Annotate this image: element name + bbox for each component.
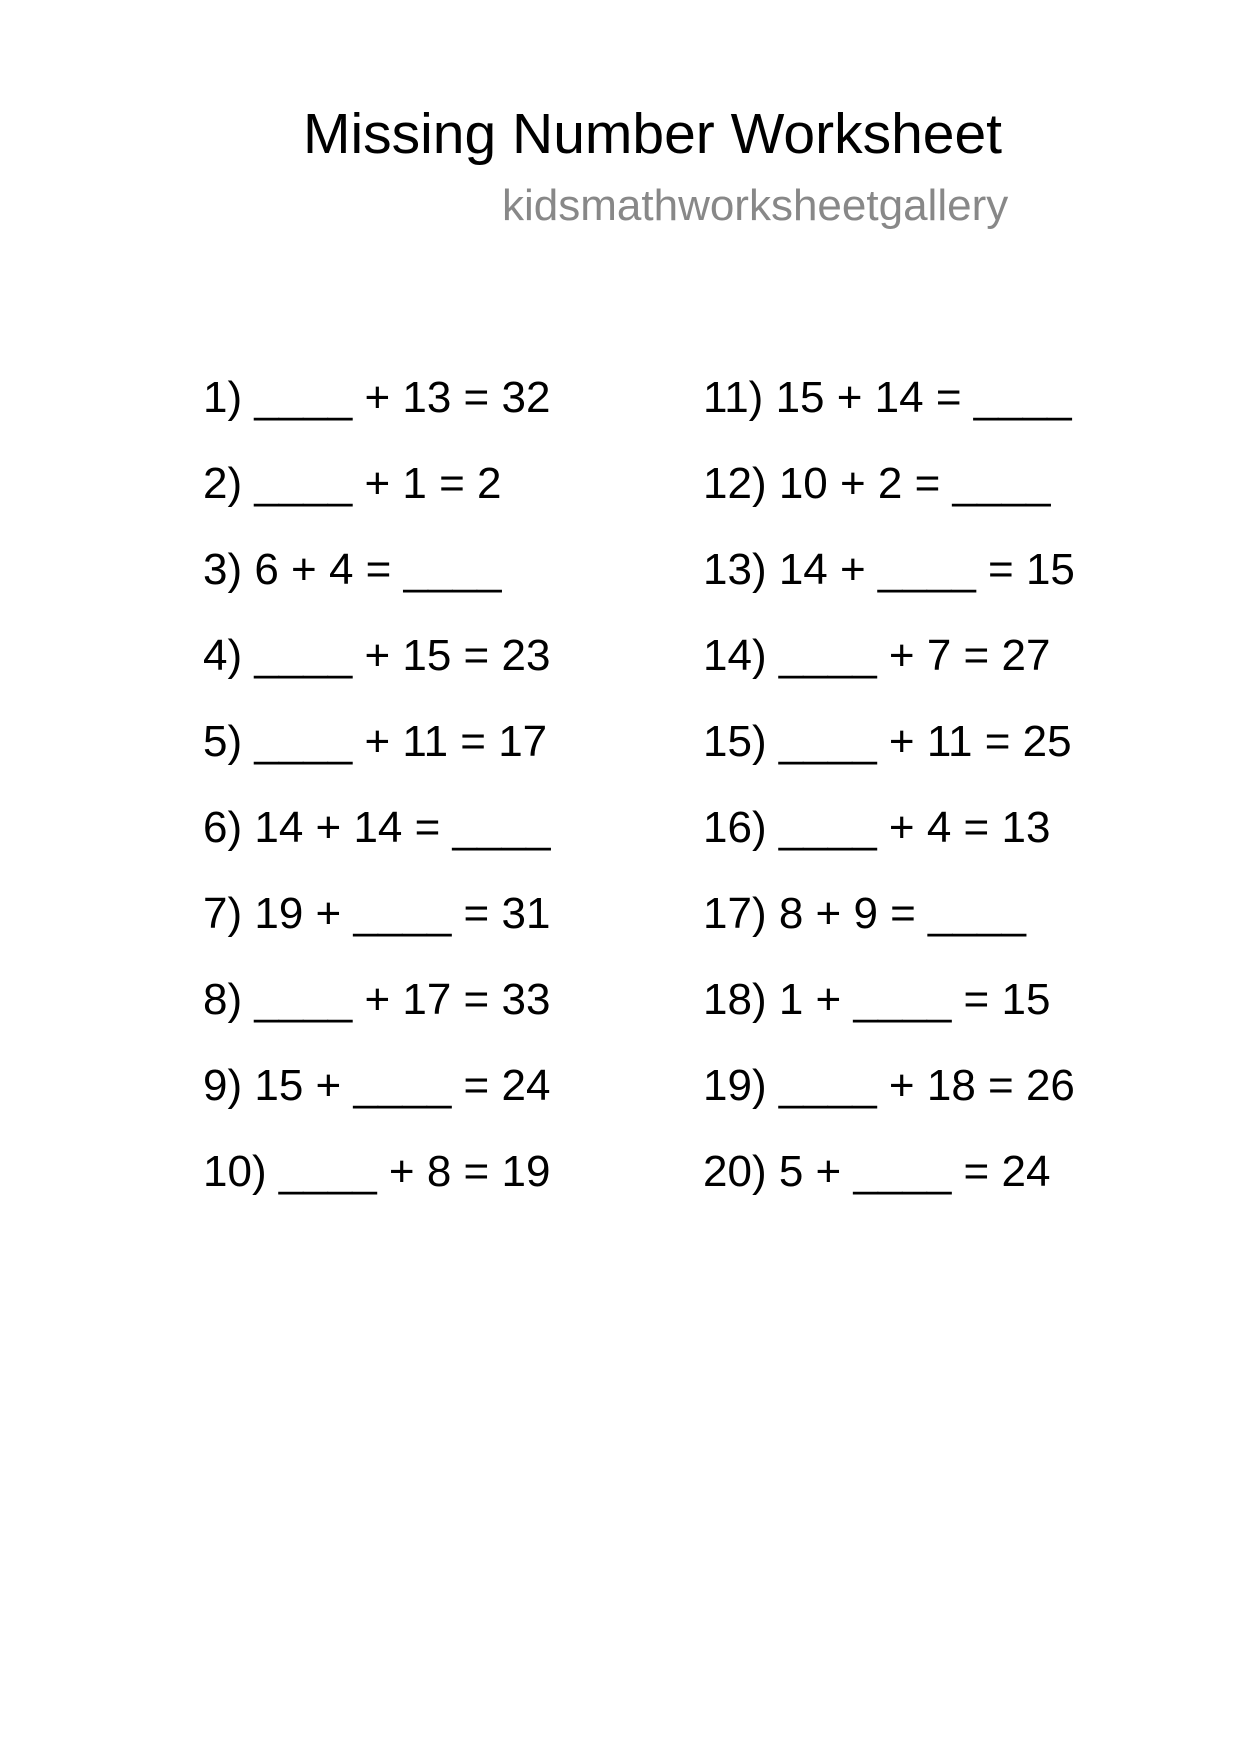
- problem-expression: 15 + 14 = ____: [775, 373, 1072, 422]
- problem-item-3: [203, 522, 550, 617]
- problem-number: 12): [703, 459, 767, 508]
- problem-column-left: [203, 350, 550, 1219]
- problem-number: 5): [203, 717, 243, 766]
- problem-item-7: [203, 866, 550, 961]
- problem-number: 10): [203, 1147, 267, 1196]
- problem-expression: 5 + ____ = 24: [778, 1147, 1051, 1196]
- problem-item-10: [203, 1124, 550, 1219]
- problem-number: 4): [203, 631, 243, 680]
- problem-item-5: [203, 694, 550, 789]
- problem-item-4: [203, 608, 550, 703]
- problem-item-1: [203, 350, 550, 445]
- problem-expression: ____ + 11 = 25: [778, 717, 1072, 766]
- problem-item-6: [203, 780, 550, 875]
- problem-number: 13): [703, 545, 767, 594]
- problem-item-13: [703, 522, 1075, 617]
- problem-expression: 8 + 9 = ____: [778, 889, 1026, 938]
- problem-expression: ____ + 15 = 23: [254, 631, 551, 680]
- problem-expression: 1 + ____ = 15: [778, 975, 1051, 1024]
- problem-expression: ____ + 7 = 27: [778, 631, 1051, 680]
- worksheet-title: Missing Number Worksheet: [303, 102, 1003, 166]
- problem-item-11: [703, 350, 1075, 445]
- problem-item-2: [203, 436, 550, 531]
- problem-expression: ____ + 13 = 32: [254, 373, 551, 422]
- problem-item-8: [203, 952, 550, 1047]
- problem-item-16: [703, 780, 1075, 875]
- problem-expression: 6 + 4 = ____: [254, 545, 502, 594]
- problem-number: 1): [203, 373, 243, 422]
- problem-expression: 10 + 2 = ____: [778, 459, 1051, 508]
- problem-column-right: [703, 350, 1075, 1219]
- problem-expression: 14 + ____ = 15: [778, 545, 1075, 594]
- problem-number: 14): [703, 631, 767, 680]
- problem-item-12: [703, 436, 1075, 531]
- problem-item-19: [703, 1038, 1075, 1133]
- problem-item-9: [203, 1038, 550, 1133]
- problem-item-15: [703, 694, 1075, 789]
- problem-expression: ____ + 17 = 33: [254, 975, 551, 1024]
- problem-number: 6): [203, 803, 243, 852]
- problem-number: 16): [703, 803, 767, 852]
- problem-expression: ____ + 11 = 17: [254, 717, 548, 766]
- problem-number: 3): [203, 545, 243, 594]
- problem-expression: ____ + 1 = 2: [254, 459, 502, 508]
- problem-number: 19): [703, 1061, 767, 1110]
- problem-item-17: [703, 866, 1075, 961]
- problem-expression: ____ + 8 = 19: [278, 1147, 551, 1196]
- problem-number: 18): [703, 975, 767, 1024]
- problem-number: 20): [703, 1147, 767, 1196]
- problem-expression: 15 + ____ = 24: [254, 1061, 551, 1110]
- problem-item-14: [703, 608, 1075, 703]
- problem-item-18: [703, 952, 1075, 1047]
- problem-expression: 19 + ____ = 31: [254, 889, 551, 938]
- problem-number: 9): [203, 1061, 243, 1110]
- problem-number: 17): [703, 889, 767, 938]
- problem-expression: ____ + 4 = 13: [778, 803, 1051, 852]
- problem-item-20: [703, 1124, 1075, 1219]
- problem-number: 15): [703, 717, 767, 766]
- problem-number: 2): [203, 459, 243, 508]
- worksheet-subtitle: kidsmathworksheetgallery: [502, 181, 1009, 230]
- problem-expression: ____ + 18 = 26: [778, 1061, 1075, 1110]
- problem-number: 7): [203, 889, 243, 938]
- problem-number: 8): [203, 975, 243, 1024]
- problem-number: 11): [703, 373, 764, 422]
- problem-expression: 14 + 14 = ____: [254, 803, 551, 852]
